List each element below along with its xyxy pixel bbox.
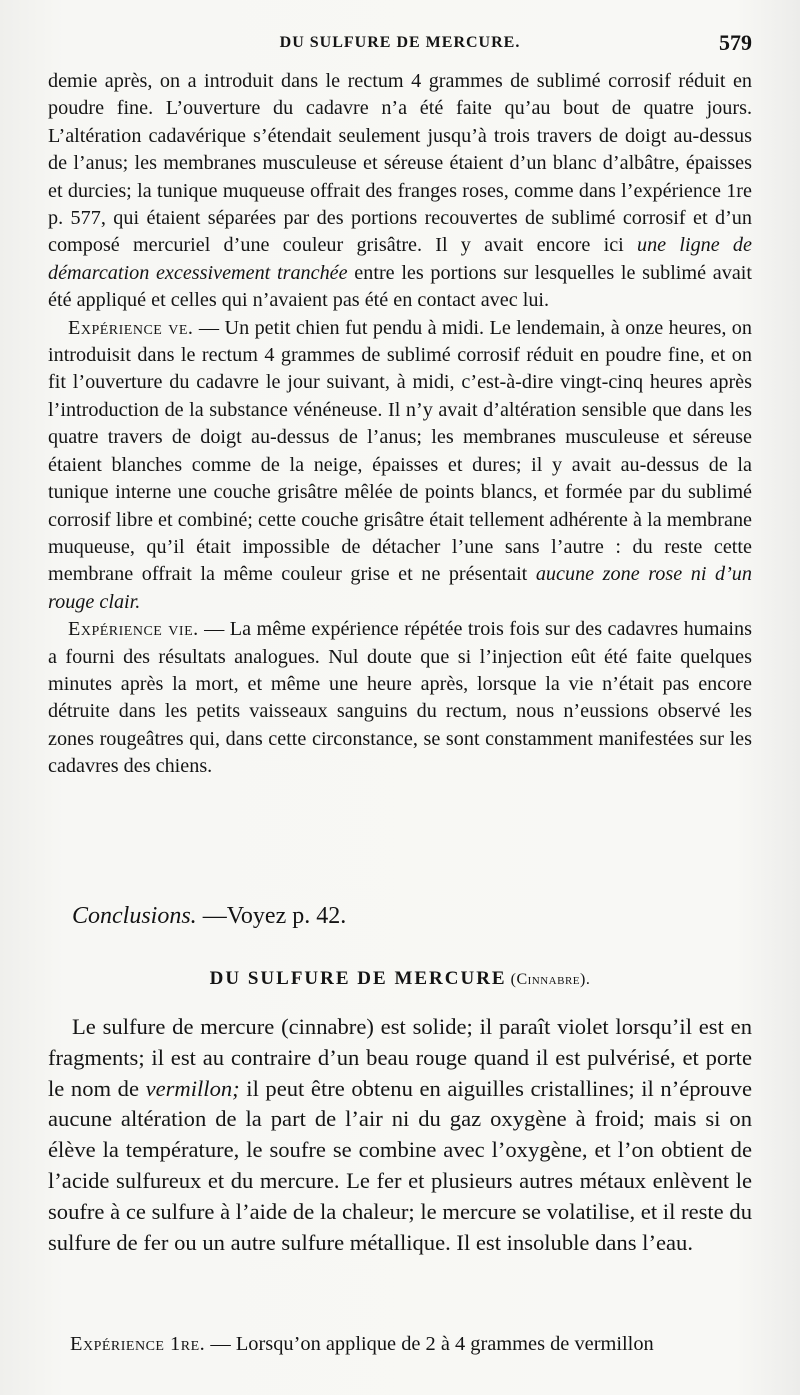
paragraph-text: il peut être obtenu en aiguilles cristallines; il n’éprouve aucune altération de la part de l’air ni du gaz oxygène à froid; mais si on élève la température, le soufre se combine avec l’oxygène, et l’on obtient de l’acide sulfureux et du mercure. Le fer et plusieurs autres métaux enlèvent le soufre à ce sulfure à l’aide de la chaleur; le mercure se volatilise, et il reste du sulfure de fer ou un autre sulfure métallique. Il est insoluble dans l’eau. <box>48 1075 752 1255</box>
page-number: 579 <box>719 30 752 55</box>
paragraph-continuation <box>48 68 752 315</box>
experiment-6-paragraph <box>48 616 752 780</box>
paragraph-text: Le sulfure de mercure (cinnabre) est solide; il paraît violet lorsqu’il est en fragments; il est au contraire d’un beau rouge quand il est pulvérisé, et porte le nom de <box>48 1014 752 1101</box>
conclusions-label: Conclusions. <box>72 903 197 929</box>
italic-phrase: une ligne de démarcation excessivement tranchée <box>48 234 752 284</box>
conclusions-line <box>72 903 346 930</box>
experiment-label: Expérience vie. <box>68 618 199 641</box>
section-subtitle: (Cinnabre). <box>510 971 591 988</box>
section-heading <box>48 968 752 990</box>
experiment-label: Expérience 1re. <box>70 1333 206 1355</box>
paragraph-text: demie après, on a introduit dans le rectum 4 grammes de sublimé corrosif réduit en poudre fine. L’ouverture du cadavre n’a été faite qu’au bout de quatre jours. L’altération cadavérique s’étendait seulement jusqu’à trois travers de doigt au-dessus de l’anus; les membranes musculeuse et séreuse étaient d’un blanc d’albâtre, épaisses et durcies; la tunique muqueuse offrait des franges roses, comme dans l’expérience 1re p. 577, qui étaient séparées par des portions recouvertes de sublimé corrosif et d’un composé mercuriel d’une couleur grisâtre. Il y avait encore ici <box>48 70 752 257</box>
running-title: DU SULFURE DE MERCURE. <box>279 34 521 51</box>
experiment-label: Expérience ve. <box>68 316 194 339</box>
paragraph-text: — Un petit chien fut pendu à midi. Le lendemain, à onze heures, on introduisit dans le rectum 4 grammes de sublimé corrosif réduit en poudre fine, et on fit l’ouverture du cadavre le jour suivant, à midi, c’est-à-dire vingt-cinq heures après l’introduction de la substance vénéneuse. Il n’y avait d’altération sensible que dans les quatre travers de doigt au-dessus de l’anus; les membranes musculeuse et séreuse étaient blanches comme de la neige, épaisses et dures; il y avait au-dessus de la tunique interne une couche grisâtre mêlée de points blancs, et formée par du sublimé corrosif libre et combiné; cette couche grisâtre était tellement adhérente à la membrane muqueuse, qu’il était impossible de détacher l’une sans l’autre : du reste cette membrane offrait la même couleur grise et ne présentait <box>48 316 752 586</box>
paragraph-text: — Lorsqu’on applique de 2 à 4 grammes de vermillon <box>205 1333 654 1355</box>
experiment-1-paragraph <box>48 1330 752 1358</box>
cinnabar-paragraph <box>48 1012 752 1258</box>
body-text-upper <box>48 68 752 781</box>
italic-phrase: vermillon; <box>145 1075 240 1101</box>
section-title: DU SULFURE DE MERCURE <box>209 968 507 989</box>
conclusions-reference: —Voyez p. 42. <box>196 903 347 929</box>
paragraph-text: — La même expérience répétée trois fois sur des cadavres humains a fourni des résultats analogues. Nul doute que si l’injection eût été faite quelques minutes après la mort, et même une heure après, lorsque la vie n’était pas encore détruite dans les petits vaisseaux sanguins du rectum, nous n’eussions observé les zones rougeâtres qui, dans cette circonstance, se sont constamment manifestées sur les cadavres des chiens. <box>48 618 752 778</box>
paragraph-text: entre les portions sur lesquelles le sublimé avait été appliqué et celles qui n’avaient pas été en contact avec lui. <box>48 261 752 312</box>
running-head <box>48 30 752 60</box>
body-text-lower <box>48 1012 752 1258</box>
experiment-5-paragraph <box>48 315 752 616</box>
italic-phrase: aucune zone rose ni d’un rouge clair. <box>48 563 752 613</box>
